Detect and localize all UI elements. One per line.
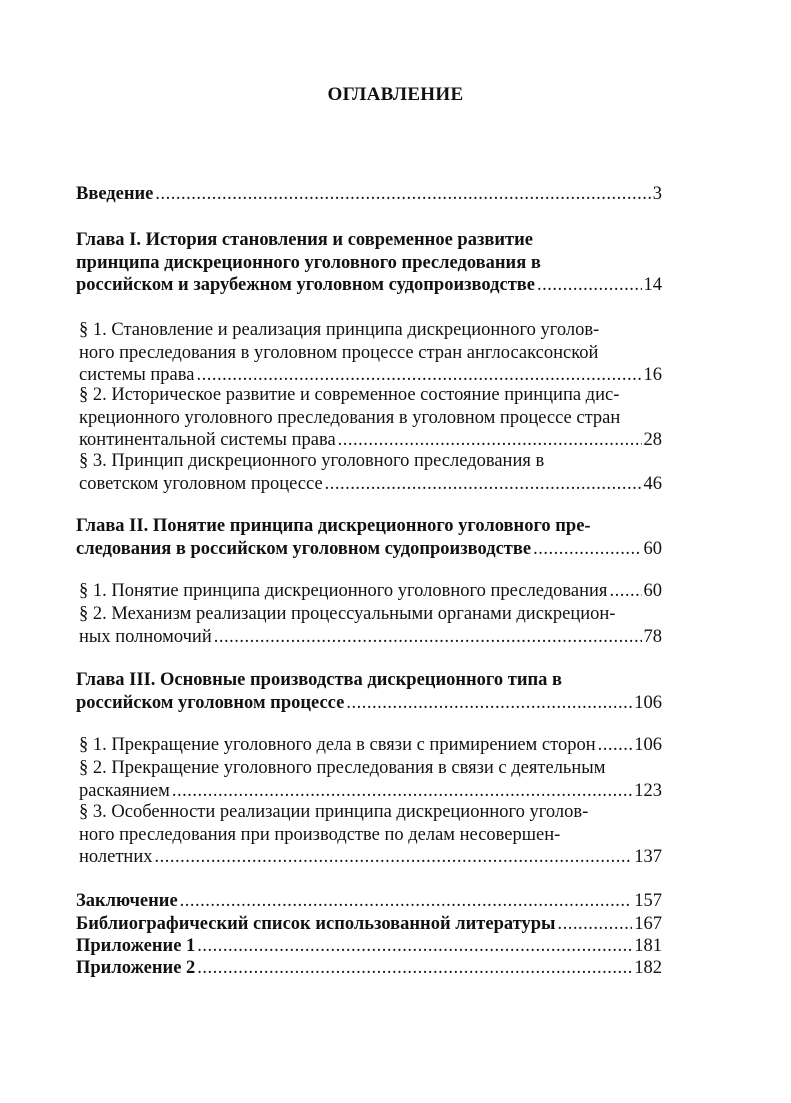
toc-entry-chapter-2 [76, 515, 662, 560]
dot-leader [609, 580, 641, 603]
toc-page-number: 137 [634, 847, 662, 867]
dot-leader [214, 626, 642, 649]
toc-line: § 2. Механизм реализации процессуальными органами дискрецион- [79, 604, 616, 624]
toc-line [76, 274, 662, 297]
toc-entry-ch3-sec3 [79, 801, 662, 869]
toc-entry-ch3-sec1 [79, 734, 662, 757]
toc-entry-ch3-sec2 [79, 757, 662, 802]
toc-entry-label: следования в российском уголовном судопроизводстве [76, 538, 532, 559]
toc-page-number: 3 [652, 184, 662, 204]
toc-entry-label: советском уголовном процессе [79, 473, 323, 494]
toc-page-number: 181 [634, 936, 662, 956]
toc-entry-label: Приложение 1 [76, 936, 196, 956]
toc-page-number: 157 [634, 891, 662, 911]
toc-line: Глава II. Понятие принципа дискреционного уголовного пре- [76, 516, 591, 536]
dot-leader [537, 274, 642, 297]
toc-line: § 2. Историческое развитие и современное состояние принципа дис- [79, 385, 620, 405]
toc-entry-appendix-1 [76, 935, 662, 958]
toc-page-number: 14 [643, 275, 662, 295]
dot-leader [557, 913, 632, 936]
toc-page-number: 16 [643, 365, 662, 385]
dot-leader [180, 890, 633, 913]
toc-entry-label: ных полномочий [79, 626, 212, 647]
toc-line: ного преследования в уголовном процессе стран англосаксонской [79, 342, 599, 363]
toc-line [79, 473, 662, 496]
toc-page-number: 78 [643, 626, 662, 647]
toc-page-number: 60 [643, 581, 662, 601]
toc-line: § 2. Прекращение уголовного преследования в связи с деятельным [79, 758, 606, 778]
toc-entry-chapter-1 [76, 229, 662, 297]
dot-leader [338, 429, 642, 452]
toc-entry-ch2-sec2 [79, 603, 662, 648]
dot-leader [325, 473, 642, 496]
toc-line [79, 780, 662, 803]
dot-leader [533, 538, 641, 561]
toc-line: § 1. Становление и реализация принципа дискреционного уголов- [79, 320, 600, 340]
toc-entry-label: Приложение 2 [76, 958, 196, 978]
toc-entry-label: § 1. Прекращение уголовного дела в связи с примирением сторон [79, 735, 596, 755]
toc-page-number: 60 [643, 538, 662, 559]
toc-line: § 3. Принцип дискреционного уголовного преследования в [79, 451, 545, 471]
toc-line: принципа дискреционного уголовного преследования в [76, 252, 541, 273]
dot-leader [197, 935, 632, 958]
toc-line [79, 846, 662, 869]
toc-page-number: 46 [643, 473, 662, 494]
toc-entry-ch1-sec1 [79, 319, 662, 387]
toc-entry-conclusion [76, 890, 662, 913]
toc-line: Глава III. Основные производства дискреционного типа в [76, 670, 563, 690]
toc-line [76, 538, 662, 561]
toc-entry-ch1-sec2 [79, 384, 662, 452]
dot-leader [346, 692, 632, 715]
dot-leader [155, 183, 650, 206]
dot-leader [172, 780, 632, 803]
toc-entry-chapter-3 [76, 669, 662, 714]
dot-leader [598, 734, 633, 757]
toc-line [76, 692, 662, 715]
toc-line: Глава I. История становления и современное развитие [76, 230, 533, 250]
toc-line [79, 626, 662, 649]
toc-line: креционного уголовного преследования в уголовном процессе стран [79, 407, 621, 428]
toc-entry-label: раскаянием [79, 780, 170, 801]
toc-entry-intro [76, 183, 662, 206]
toc-entry-ch1-sec3 [79, 450, 662, 495]
toc-line [76, 890, 662, 913]
toc-line [76, 183, 662, 206]
toc-entry-label: системы права [79, 365, 195, 385]
toc-line: § 3. Особенности реализации принципа дискреционного уголов- [79, 802, 589, 822]
toc-line [76, 957, 662, 980]
toc-page-number: 106 [634, 735, 662, 755]
toc-page-number: 167 [634, 914, 662, 934]
toc-line: ного преследования при производстве по делам несовершен- [79, 824, 561, 845]
toc-entry-label: нолетних [79, 847, 153, 867]
toc-page-number: 123 [634, 780, 662, 801]
toc-line [79, 734, 662, 757]
toc-entry-label: Заключение [76, 891, 178, 911]
toc-page-number: 28 [643, 430, 662, 450]
dot-leader [197, 957, 632, 980]
toc-entry-label: Библиографический список использованной литературы [76, 914, 556, 934]
toc-line [79, 429, 662, 452]
toc-entry-ch2-sec1 [79, 580, 662, 603]
toc-page-number: 182 [634, 958, 662, 978]
toc-entry-label: Введение [76, 184, 154, 204]
page-title: ОГЛАВЛЕНИЕ [327, 84, 464, 105]
toc-line [76, 935, 662, 958]
toc-line [79, 580, 662, 603]
toc-line [76, 913, 662, 936]
toc-entry-appendix-2 [76, 957, 662, 980]
toc-entry-bibliography [76, 913, 662, 936]
toc-entry-label: § 1. Понятие принципа дискреционного уголовного преследования [79, 581, 608, 601]
toc-entry-label: российском и зарубежном уголовном судопроизводстве [76, 275, 535, 295]
dot-leader [155, 846, 633, 869]
toc-entry-label: континентальной системы права [79, 430, 336, 450]
toc-page-number: 106 [634, 692, 662, 713]
toc-entry-label: российском уголовном процессе [76, 692, 345, 713]
